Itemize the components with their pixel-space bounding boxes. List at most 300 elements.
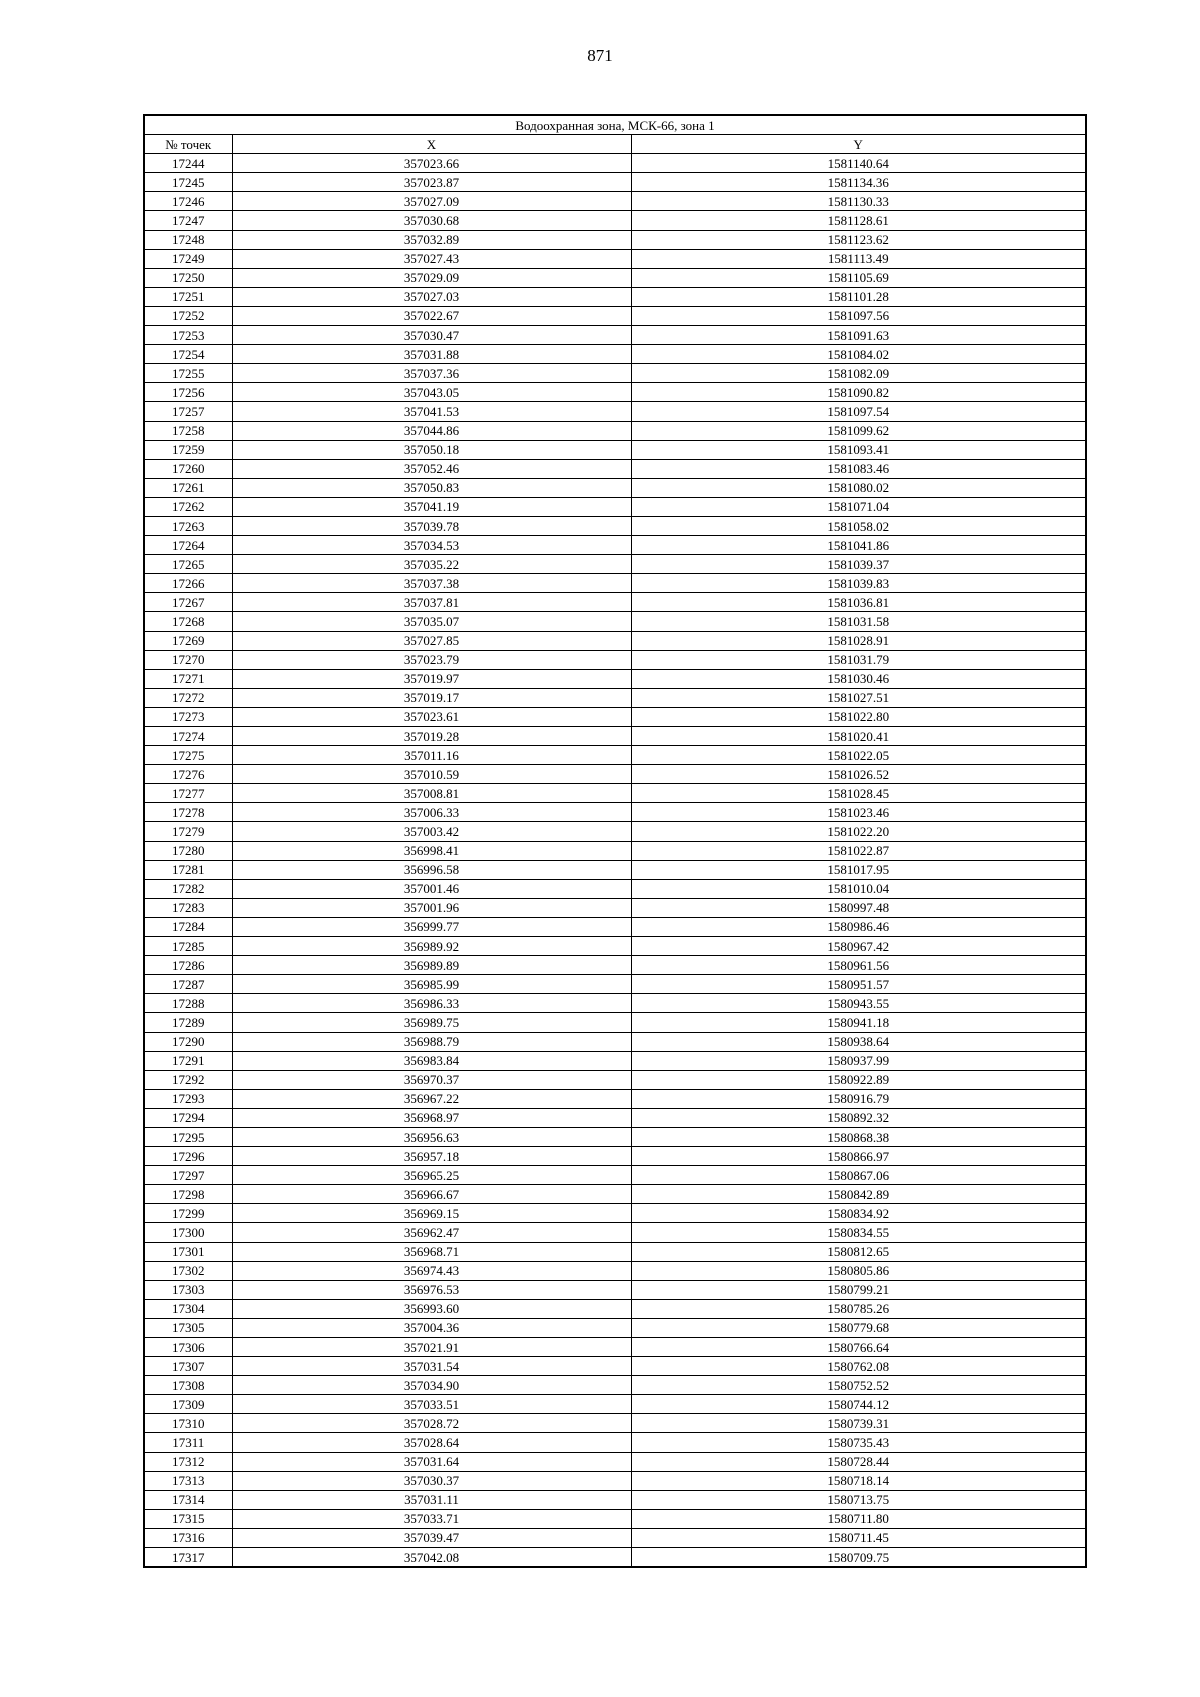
x-coordinate-cell: 357010.59 [232,765,631,784]
column-header-y: Y [631,135,1086,154]
point-number-cell: 17280 [144,841,232,860]
y-coordinate-cell: 1581134.36 [631,173,1086,192]
table-row [144,612,1086,631]
point-number-cell: 17268 [144,612,232,631]
point-number-cell: 17255 [144,364,232,383]
table-row [144,1261,1086,1280]
point-number-cell: 17317 [144,1548,232,1568]
table-row [144,154,1086,173]
point-number-cell: 17258 [144,421,232,440]
x-coordinate-cell: 357031.64 [232,1452,631,1471]
y-coordinate-cell: 1581093.41 [631,440,1086,459]
y-coordinate-cell: 1581123.62 [631,230,1086,249]
y-coordinate-cell: 1581097.54 [631,402,1086,421]
x-coordinate-cell: 356956.63 [232,1127,631,1146]
point-number-cell: 17314 [144,1490,232,1509]
y-coordinate-cell: 1581080.02 [631,478,1086,497]
x-coordinate-cell: 356986.33 [232,994,631,1013]
table-row [144,650,1086,669]
point-number-cell: 17291 [144,1051,232,1070]
y-coordinate-cell: 1580868.38 [631,1127,1086,1146]
y-coordinate-cell: 1581017.95 [631,860,1086,879]
table-row [144,956,1086,975]
y-coordinate-cell: 1580922.89 [631,1070,1086,1089]
column-header-point-number: № точек [144,135,232,154]
x-coordinate-cell: 356983.84 [232,1051,631,1070]
y-coordinate-cell: 1581031.79 [631,650,1086,669]
point-number-cell: 17263 [144,516,232,535]
table-row [144,917,1086,936]
table-row [144,211,1086,230]
x-coordinate-cell: 357023.61 [232,707,631,726]
point-number-cell: 17253 [144,326,232,345]
table-row [144,230,1086,249]
table-row [144,1471,1086,1490]
point-number-cell: 17301 [144,1242,232,1261]
y-coordinate-cell: 1580951.57 [631,975,1086,994]
x-coordinate-cell: 357028.72 [232,1414,631,1433]
x-coordinate-cell: 357028.64 [232,1433,631,1452]
table-row [144,765,1086,784]
y-coordinate-cell: 1580867.06 [631,1166,1086,1185]
table-header-row [144,135,1086,154]
table-row [144,173,1086,192]
x-coordinate-cell: 357019.97 [232,669,631,688]
x-coordinate-cell: 356968.71 [232,1242,631,1261]
x-coordinate-cell: 357029.09 [232,268,631,287]
point-number-cell: 17244 [144,154,232,173]
table-row [144,306,1086,325]
x-coordinate-cell: 356969.15 [232,1204,631,1223]
y-coordinate-cell: 1580997.48 [631,898,1086,917]
y-coordinate-cell: 1580739.31 [631,1414,1086,1433]
table-row [144,688,1086,707]
point-number-cell: 17295 [144,1127,232,1146]
x-coordinate-cell: 357019.28 [232,727,631,746]
y-coordinate-cell: 1581036.81 [631,593,1086,612]
point-number-cell: 17264 [144,536,232,555]
table-row [144,1490,1086,1509]
table-row [144,192,1086,211]
point-number-cell: 17315 [144,1509,232,1528]
y-coordinate-cell: 1581020.41 [631,727,1086,746]
table-row [144,1357,1086,1376]
point-number-cell: 17309 [144,1395,232,1414]
x-coordinate-cell: 356999.77 [232,917,631,936]
y-coordinate-cell: 1581030.46 [631,669,1086,688]
y-coordinate-cell: 1580916.79 [631,1089,1086,1108]
y-coordinate-cell: 1580709.75 [631,1548,1086,1568]
point-number-cell: 17271 [144,669,232,688]
y-coordinate-cell: 1580842.89 [631,1185,1086,1204]
y-coordinate-cell: 1580961.56 [631,956,1086,975]
point-number-cell: 17290 [144,1032,232,1051]
point-number-cell: 17248 [144,230,232,249]
point-number-cell: 17307 [144,1357,232,1376]
table-row [144,249,1086,268]
point-number-cell: 17285 [144,937,232,956]
table-row [144,1242,1086,1261]
table-row [144,1204,1086,1223]
x-coordinate-cell: 356970.37 [232,1070,631,1089]
y-coordinate-cell: 1580711.45 [631,1528,1086,1547]
table-row [144,1108,1086,1127]
x-coordinate-cell: 357027.03 [232,287,631,306]
table-row [144,707,1086,726]
x-coordinate-cell: 357035.22 [232,555,631,574]
point-number-cell: 17257 [144,402,232,421]
x-coordinate-cell: 356989.92 [232,937,631,956]
table-row [144,1528,1086,1547]
x-coordinate-cell: 357027.43 [232,249,631,268]
x-coordinate-cell: 356974.43 [232,1261,631,1280]
point-number-cell: 17252 [144,306,232,325]
y-coordinate-cell: 1580766.64 [631,1338,1086,1357]
y-coordinate-cell: 1581022.20 [631,822,1086,841]
y-coordinate-cell: 1581027.51 [631,688,1086,707]
table-row [144,268,1086,287]
x-coordinate-cell: 357019.17 [232,688,631,707]
y-coordinate-cell: 1581039.37 [631,555,1086,574]
y-coordinate-cell: 1581099.62 [631,421,1086,440]
y-coordinate-cell: 1580834.55 [631,1223,1086,1242]
x-coordinate-cell: 357031.88 [232,345,631,364]
y-coordinate-cell: 1580834.92 [631,1204,1086,1223]
y-coordinate-cell: 1581084.02 [631,345,1086,364]
point-number-cell: 17298 [144,1185,232,1204]
y-coordinate-cell: 1580744.12 [631,1395,1086,1414]
point-number-cell: 17247 [144,211,232,230]
x-coordinate-cell: 357034.90 [232,1376,631,1395]
y-coordinate-cell: 1581090.82 [631,383,1086,402]
point-number-cell: 17251 [144,287,232,306]
y-coordinate-cell: 1580986.46 [631,917,1086,936]
table-row [144,459,1086,478]
y-coordinate-cell: 1580943.55 [631,994,1086,1013]
x-coordinate-cell: 357001.46 [232,879,631,898]
point-number-cell: 17292 [144,1070,232,1089]
y-coordinate-cell: 1580805.86 [631,1261,1086,1280]
x-coordinate-cell: 357035.07 [232,612,631,631]
x-coordinate-cell: 356968.97 [232,1108,631,1127]
table-row [144,1338,1086,1357]
table-row [144,555,1086,574]
y-coordinate-cell: 1580762.08 [631,1357,1086,1376]
table-row [144,1452,1086,1471]
x-coordinate-cell: 357044.86 [232,421,631,440]
table-row [144,1032,1086,1051]
x-coordinate-cell: 357027.09 [232,192,631,211]
table-row [144,746,1086,765]
table-row [144,1414,1086,1433]
point-number-cell: 17250 [144,268,232,287]
x-coordinate-cell: 357031.54 [232,1357,631,1376]
point-number-cell: 17266 [144,574,232,593]
x-coordinate-cell: 357037.36 [232,364,631,383]
table-row [144,326,1086,345]
table-row [144,784,1086,803]
x-coordinate-cell: 356976.53 [232,1280,631,1299]
y-coordinate-cell: 1581028.91 [631,631,1086,650]
x-coordinate-cell: 357001.96 [232,898,631,917]
point-number-cell: 17276 [144,765,232,784]
table-row [144,364,1086,383]
x-coordinate-cell: 356965.25 [232,1166,631,1185]
x-coordinate-cell: 357030.37 [232,1471,631,1490]
table-row [144,1070,1086,1089]
y-coordinate-cell: 1581071.04 [631,497,1086,516]
x-coordinate-cell: 356998.41 [232,841,631,860]
point-number-cell: 17312 [144,1452,232,1471]
point-number-cell: 17289 [144,1013,232,1032]
table-row [144,1395,1086,1414]
point-number-cell: 17259 [144,440,232,459]
table-row [144,1318,1086,1337]
table-row [144,727,1086,746]
x-coordinate-cell: 357032.89 [232,230,631,249]
y-coordinate-cell: 1581022.05 [631,746,1086,765]
table-row [144,1013,1086,1032]
x-coordinate-cell: 356989.89 [232,956,631,975]
table-row [144,1433,1086,1452]
x-coordinate-cell: 357042.08 [232,1548,631,1568]
point-number-cell: 17296 [144,1147,232,1166]
point-number-cell: 17261 [144,478,232,497]
point-number-cell: 17249 [144,249,232,268]
point-number-cell: 17310 [144,1414,232,1433]
x-coordinate-cell: 357003.42 [232,822,631,841]
point-number-cell: 17260 [144,459,232,478]
point-number-cell: 17300 [144,1223,232,1242]
x-coordinate-cell: 357034.53 [232,536,631,555]
x-coordinate-cell: 357050.18 [232,440,631,459]
x-coordinate-cell: 356957.18 [232,1147,631,1166]
table-row [144,1223,1086,1242]
x-coordinate-cell: 357006.33 [232,803,631,822]
table-row [144,1299,1086,1318]
table-row [144,1185,1086,1204]
point-number-cell: 17306 [144,1338,232,1357]
table-row [144,593,1086,612]
point-number-cell: 17282 [144,879,232,898]
table-row [144,421,1086,440]
table-row [144,440,1086,459]
y-coordinate-cell: 1580892.32 [631,1108,1086,1127]
table-row [144,1509,1086,1528]
x-coordinate-cell: 357033.51 [232,1395,631,1414]
point-number-cell: 17274 [144,727,232,746]
table-row [144,937,1086,956]
point-number-cell: 17273 [144,707,232,726]
x-coordinate-cell: 357021.91 [232,1338,631,1357]
table-row [144,574,1086,593]
table-row [144,383,1086,402]
x-coordinate-cell: 357037.38 [232,574,631,593]
point-number-cell: 17265 [144,555,232,574]
y-coordinate-cell: 1580785.26 [631,1299,1086,1318]
point-number-cell: 17254 [144,345,232,364]
x-coordinate-cell: 357004.36 [232,1318,631,1337]
table-row [144,516,1086,535]
point-number-cell: 17311 [144,1433,232,1452]
point-number-cell: 17305 [144,1318,232,1337]
x-coordinate-cell: 356988.79 [232,1032,631,1051]
table-row [144,1166,1086,1185]
point-number-cell: 17302 [144,1261,232,1280]
point-number-cell: 17245 [144,173,232,192]
y-coordinate-cell: 1581097.56 [631,306,1086,325]
table-row [144,822,1086,841]
x-coordinate-cell: 356996.58 [232,860,631,879]
y-coordinate-cell: 1581130.33 [631,192,1086,211]
page-number: 871 [587,46,613,65]
point-number-cell: 17269 [144,631,232,650]
y-coordinate-cell: 1581082.09 [631,364,1086,383]
table-row [144,402,1086,421]
x-coordinate-cell: 357039.47 [232,1528,631,1547]
point-number-cell: 17294 [144,1108,232,1127]
x-coordinate-cell: 357008.81 [232,784,631,803]
x-coordinate-cell: 357033.71 [232,1509,631,1528]
table-body [144,154,1086,1567]
y-coordinate-cell: 1580938.64 [631,1032,1086,1051]
y-coordinate-cell: 1581026.52 [631,765,1086,784]
table-row [144,860,1086,879]
y-coordinate-cell: 1581101.28 [631,287,1086,306]
table-row [144,345,1086,364]
table-row [144,975,1086,994]
point-number-cell: 17293 [144,1089,232,1108]
x-coordinate-cell: 357050.83 [232,478,631,497]
y-coordinate-cell: 1581039.83 [631,574,1086,593]
point-number-cell: 17275 [144,746,232,765]
table-row [144,879,1086,898]
y-coordinate-cell: 1581028.45 [631,784,1086,803]
table-row [144,1147,1086,1166]
x-coordinate-cell: 356993.60 [232,1299,631,1318]
x-coordinate-cell: 357023.87 [232,173,631,192]
y-coordinate-cell: 1581022.87 [631,841,1086,860]
y-coordinate-cell: 1581058.02 [631,516,1086,535]
x-coordinate-cell: 357041.53 [232,402,631,421]
table-row [144,287,1086,306]
table-row [144,669,1086,688]
point-number-cell: 17284 [144,917,232,936]
y-coordinate-cell: 1580866.97 [631,1147,1086,1166]
y-coordinate-cell: 1580967.42 [631,937,1086,956]
x-coordinate-cell: 357031.11 [232,1490,631,1509]
coordinates-table [143,114,1087,1568]
x-coordinate-cell: 356966.67 [232,1185,631,1204]
y-coordinate-cell: 1581023.46 [631,803,1086,822]
table-row [144,497,1086,516]
x-coordinate-cell: 357043.05 [232,383,631,402]
y-coordinate-cell: 1581083.46 [631,459,1086,478]
table-row [144,1089,1086,1108]
x-coordinate-cell: 357037.81 [232,593,631,612]
y-coordinate-cell: 1580799.21 [631,1280,1086,1299]
point-number-cell: 17281 [144,860,232,879]
y-coordinate-cell: 1580941.18 [631,1013,1086,1032]
table-caption: Водоохранная зона, МСК-66, зона 1 [144,115,1086,135]
table-row [144,994,1086,1013]
table-row [144,478,1086,497]
x-coordinate-cell: 357030.68 [232,211,631,230]
y-coordinate-cell: 1581140.64 [631,154,1086,173]
y-coordinate-cell: 1581031.58 [631,612,1086,631]
point-number-cell: 17278 [144,803,232,822]
x-coordinate-cell: 356967.22 [232,1089,631,1108]
y-coordinate-cell: 1581022.80 [631,707,1086,726]
y-coordinate-cell: 1581041.86 [631,536,1086,555]
point-number-cell: 17303 [144,1280,232,1299]
table-row [144,841,1086,860]
point-number-cell: 17286 [144,956,232,975]
x-coordinate-cell: 357022.67 [232,306,631,325]
x-coordinate-cell: 357041.19 [232,497,631,516]
y-coordinate-cell: 1580728.44 [631,1452,1086,1471]
x-coordinate-cell: 357039.78 [232,516,631,535]
table-row [144,536,1086,555]
y-coordinate-cell: 1581010.04 [631,879,1086,898]
x-coordinate-cell: 357011.16 [232,746,631,765]
point-number-cell: 17308 [144,1376,232,1395]
point-number-cell: 17287 [144,975,232,994]
table-row [144,1376,1086,1395]
point-number-cell: 17272 [144,688,232,707]
y-coordinate-cell: 1580735.43 [631,1433,1086,1452]
point-number-cell: 17270 [144,650,232,669]
point-number-cell: 17277 [144,784,232,803]
table-row [144,1127,1086,1146]
y-coordinate-cell: 1580937.99 [631,1051,1086,1070]
point-number-cell: 17267 [144,593,232,612]
table-row [144,898,1086,917]
point-number-cell: 17279 [144,822,232,841]
x-coordinate-cell: 356962.47 [232,1223,631,1242]
point-number-cell: 17283 [144,898,232,917]
column-header-x: X [232,135,631,154]
table-row [144,1051,1086,1070]
y-coordinate-cell: 1580779.68 [631,1318,1086,1337]
point-number-cell: 17316 [144,1528,232,1547]
y-coordinate-cell: 1580711.80 [631,1509,1086,1528]
x-coordinate-cell: 356985.99 [232,975,631,994]
table-row [144,803,1086,822]
point-number-cell: 17262 [144,497,232,516]
point-number-cell: 17313 [144,1471,232,1490]
table-caption-row [144,115,1086,135]
x-coordinate-cell: 357023.79 [232,650,631,669]
x-coordinate-cell: 357030.47 [232,326,631,345]
y-coordinate-cell: 1580718.14 [631,1471,1086,1490]
table-row [144,1280,1086,1299]
y-coordinate-cell: 1581128.61 [631,211,1086,230]
point-number-cell: 17288 [144,994,232,1013]
x-coordinate-cell: 357052.46 [232,459,631,478]
point-number-cell: 17246 [144,192,232,211]
x-coordinate-cell: 356989.75 [232,1013,631,1032]
point-number-cell: 17299 [144,1204,232,1223]
x-coordinate-cell: 357027.85 [232,631,631,650]
y-coordinate-cell: 1580752.52 [631,1376,1086,1395]
x-coordinate-cell: 357023.66 [232,154,631,173]
point-number-cell: 17256 [144,383,232,402]
table-row [144,1548,1086,1568]
y-coordinate-cell: 1581105.69 [631,268,1086,287]
table-row [144,631,1086,650]
point-number-cell: 17297 [144,1166,232,1185]
